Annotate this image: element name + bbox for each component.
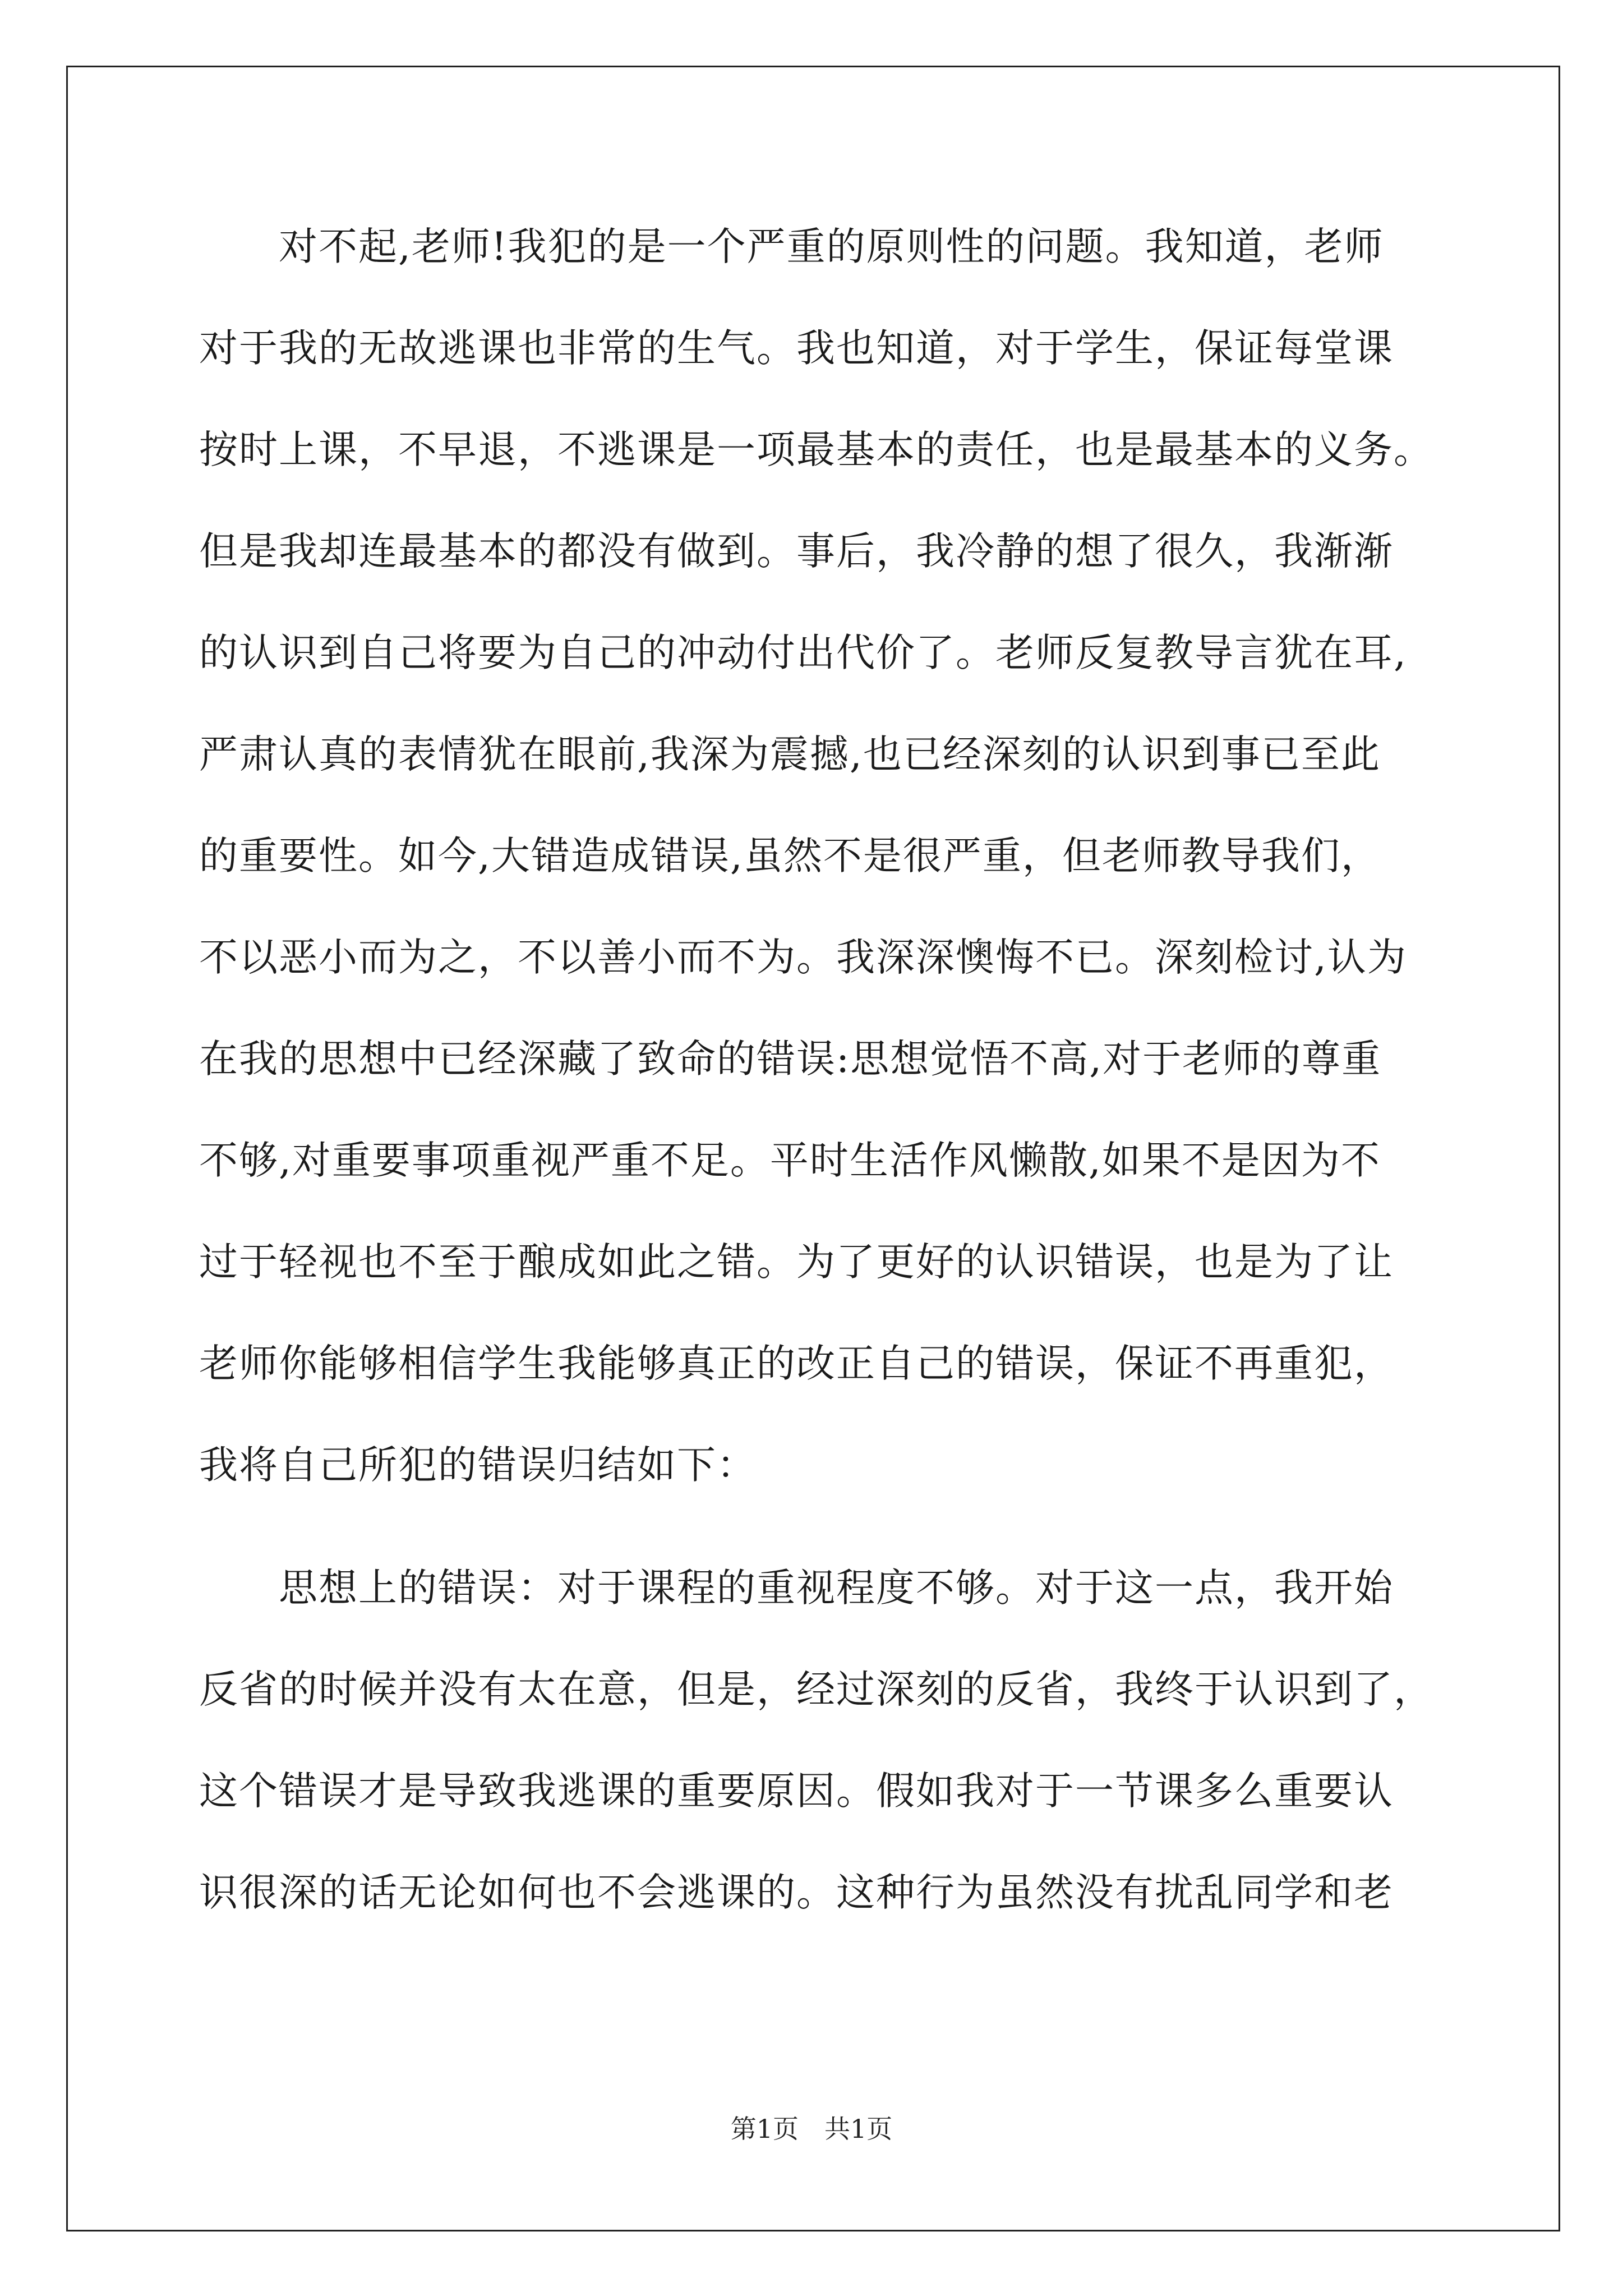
text-line: 老师你能够相信学生我能够真正的改正自己的错误，保证不再重犯， bbox=[199, 1341, 1394, 1386]
text-line: 我将自己所犯的错误归结如下： bbox=[199, 1443, 757, 1488]
document-body bbox=[199, 219, 1450, 1966]
text-line: 识很深的话无论如何也不会逃课的。这种行为虽然没有扰乱同学和老 bbox=[199, 1870, 1394, 1915]
text-line: 对不起,老师!我犯的是一个严重的原则性的问题。我知道，老师 bbox=[199, 224, 1384, 269]
paragraph-2 bbox=[199, 1560, 1450, 1966]
paragraph-1 bbox=[199, 219, 1450, 1539]
text-line: 的重要性。如今,大错造成错误,虽然不是很严重，但老师教导我们， bbox=[199, 834, 1381, 878]
text-line: 这个错误才是导致我逃课的重要原因。假如我对于一节课多么重要认 bbox=[199, 1769, 1394, 1814]
text-line: 但是我却连最基本的都没有做到。事后，我冷静的想了很久，我渐渐 bbox=[199, 529, 1394, 574]
page-number-footer: 第1页 共1页 bbox=[730, 2114, 893, 2144]
text-line: 思想上的错误：对于课程的重视程度不够。对于这一点，我开始 bbox=[199, 1566, 1394, 1611]
text-line: 不够,对重要事项重视严重不足。平时生活作风懒散,如果不是因为不 bbox=[199, 1138, 1381, 1183]
text-line: 按时上课，不早退，不逃课是一项最基本的责任，也是最基本的义务。 bbox=[199, 427, 1433, 472]
text-line: 不以恶小而为之，不以善小而不为。我深深懊悔不已。深刻检讨,认为 bbox=[199, 935, 1407, 980]
text-line: 严肃认真的表情犹在眼前,我深为震撼,也已经深刻的认识到事已至此 bbox=[199, 732, 1381, 777]
text-line: 过于轻视也不至于酿成如此之错。为了更好的认识错误，也是为了让 bbox=[199, 1240, 1394, 1285]
text-line: 在我的思想中已经深藏了致命的错误:思想觉悟不高,对于老师的尊重 bbox=[199, 1037, 1382, 1082]
text-line: 对于我的无故逃课也非常的生气。我也知道，对于学生，保证每堂课 bbox=[199, 326, 1394, 371]
paragraph-gap bbox=[199, 1539, 1450, 1560]
text-line: 反省的时候并没有太在意，但是，经过深刻的反省，我终于认识到了， bbox=[199, 1667, 1433, 1712]
text-line: 的认识到自己将要为自己的冲动付出代价了。老师反复教导言犹在耳, bbox=[199, 631, 1407, 675]
